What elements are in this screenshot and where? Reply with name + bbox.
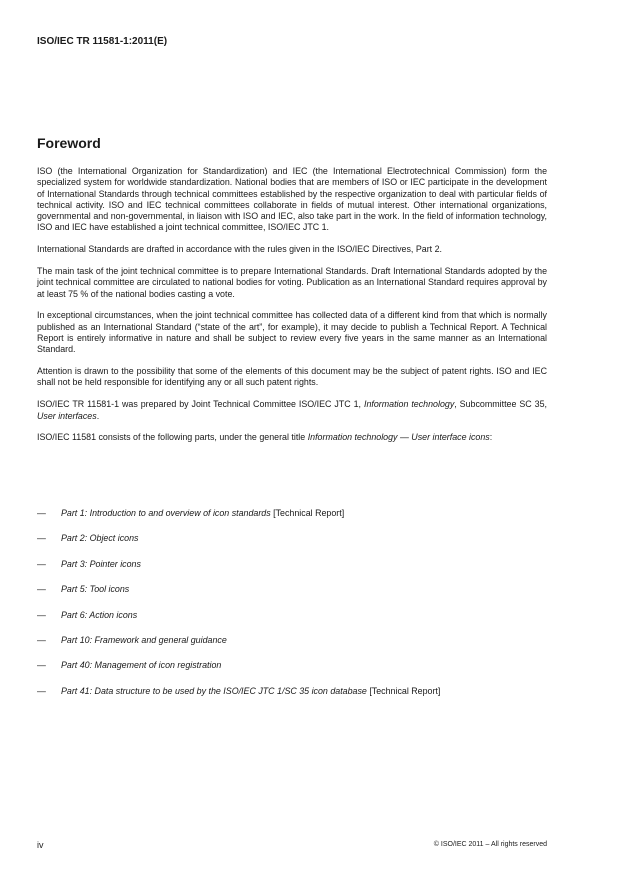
list-item [37,584,547,609]
text: , Subcommittee SC 35, [454,399,547,410]
part-title: Part 10: Framework and general guidance [61,634,227,645]
dash-bullet: — [37,660,46,671]
text: ISO/IEC 11581 consists of the following parts, under the general title [37,432,308,443]
list-item [37,508,547,533]
general-title: Information technology — User interface icons [307,432,490,443]
part-title: Part 1: Introduction to and overview of icon standards [61,508,271,518]
part-title: Part 2: Object icons [61,533,139,544]
subcommittee-title: User interfaces [37,410,97,421]
part-suffix: [Technical Report] [270,508,345,518]
list-item [37,559,547,584]
dash-bullet: — [37,609,46,620]
foreword-body [37,166,547,454]
dash-bullet: — [37,558,46,569]
copyright-notice: © ISO/IEC 2011 – All rights reserved [433,841,547,848]
page-title: Foreword [37,135,101,151]
paragraph: ISO (the International Organization for Standardization) and IEC (the International Electrotechnical Commission) form the specialized system for worldwide standardization. National bodies that are members of ISO or IEC participate in the development of International Standards through technical committees established by the respective organization to deal with particular fields of technical activity. ISO and IEC technical committees collaborate in fields of mutual interest. Other international organizations, governmental and non-governmental, in liaison with ISO and IEC, also take part in the work. In the field of information technology, ISO and IEC have established a joint technical committee, ISO/IEC JTC 1. [37,166,547,233]
parts-list [37,508,547,711]
part-title: Part 41: Data structure to be used by the ISO/IEC JTC 1/SC 35 icon database [61,685,367,696]
text: : [489,432,493,443]
list-item [37,660,547,685]
dash-bullet: — [37,508,46,518]
dash-bullet: — [37,533,46,544]
text: ISO/IEC TR 11581-1 was prepared by Joint Technical Committee ISO/IEC JTC 1, [37,399,364,410]
paragraph: The main task of the joint technical committee is to prepare International Standards. Draft International Standards adopted by the joint technical committee are circulated to national bodies for voting. Publication as an International Standard requires approval by at least 75 % of the national bodies casting a vote. [37,266,547,299]
list-item [37,533,547,558]
list-item [37,635,547,660]
part-title: Part 5: Tool icons [61,584,130,595]
part-suffix: [Technical Report] [366,685,441,696]
paragraph: Attention is drawn to the possibility that some of the elements of this document may be the subject of patent rights. ISO and IEC shall not be held responsible for identifying any or all such patent rights. [37,366,547,388]
text: . [96,410,100,421]
list-item [37,686,547,711]
paragraph [37,432,547,443]
part-title: Part 6: Action icons [61,609,138,620]
paragraph: In exceptional circumstances, when the joint technical committee has collected data of a different kind from that which is normally published as an International Standard (“state of the art”, for example), it may decide to publish a Technical Report. A Technical Report is entirely informative in nature and shall be subject to review every five years in the same manner as an International Standard. [37,310,547,355]
dash-bullet: — [37,634,46,645]
page-number: iv [37,840,44,850]
part-title: Part 3: Pointer icons [61,558,141,569]
dash-bullet: — [37,685,46,696]
paragraph [37,399,547,422]
dash-bullet: — [37,584,46,595]
list-item [37,610,547,635]
paragraph: International Standards are drafted in accordance with the rules given in the ISO/IEC Directives, Part 2. [37,244,443,255]
committee-title: Information technology [363,399,455,410]
document-id-header: ISO/IEC TR 11581-1:2011(E) [37,36,168,47]
part-title: Part 40: Management of icon registration [61,660,222,671]
